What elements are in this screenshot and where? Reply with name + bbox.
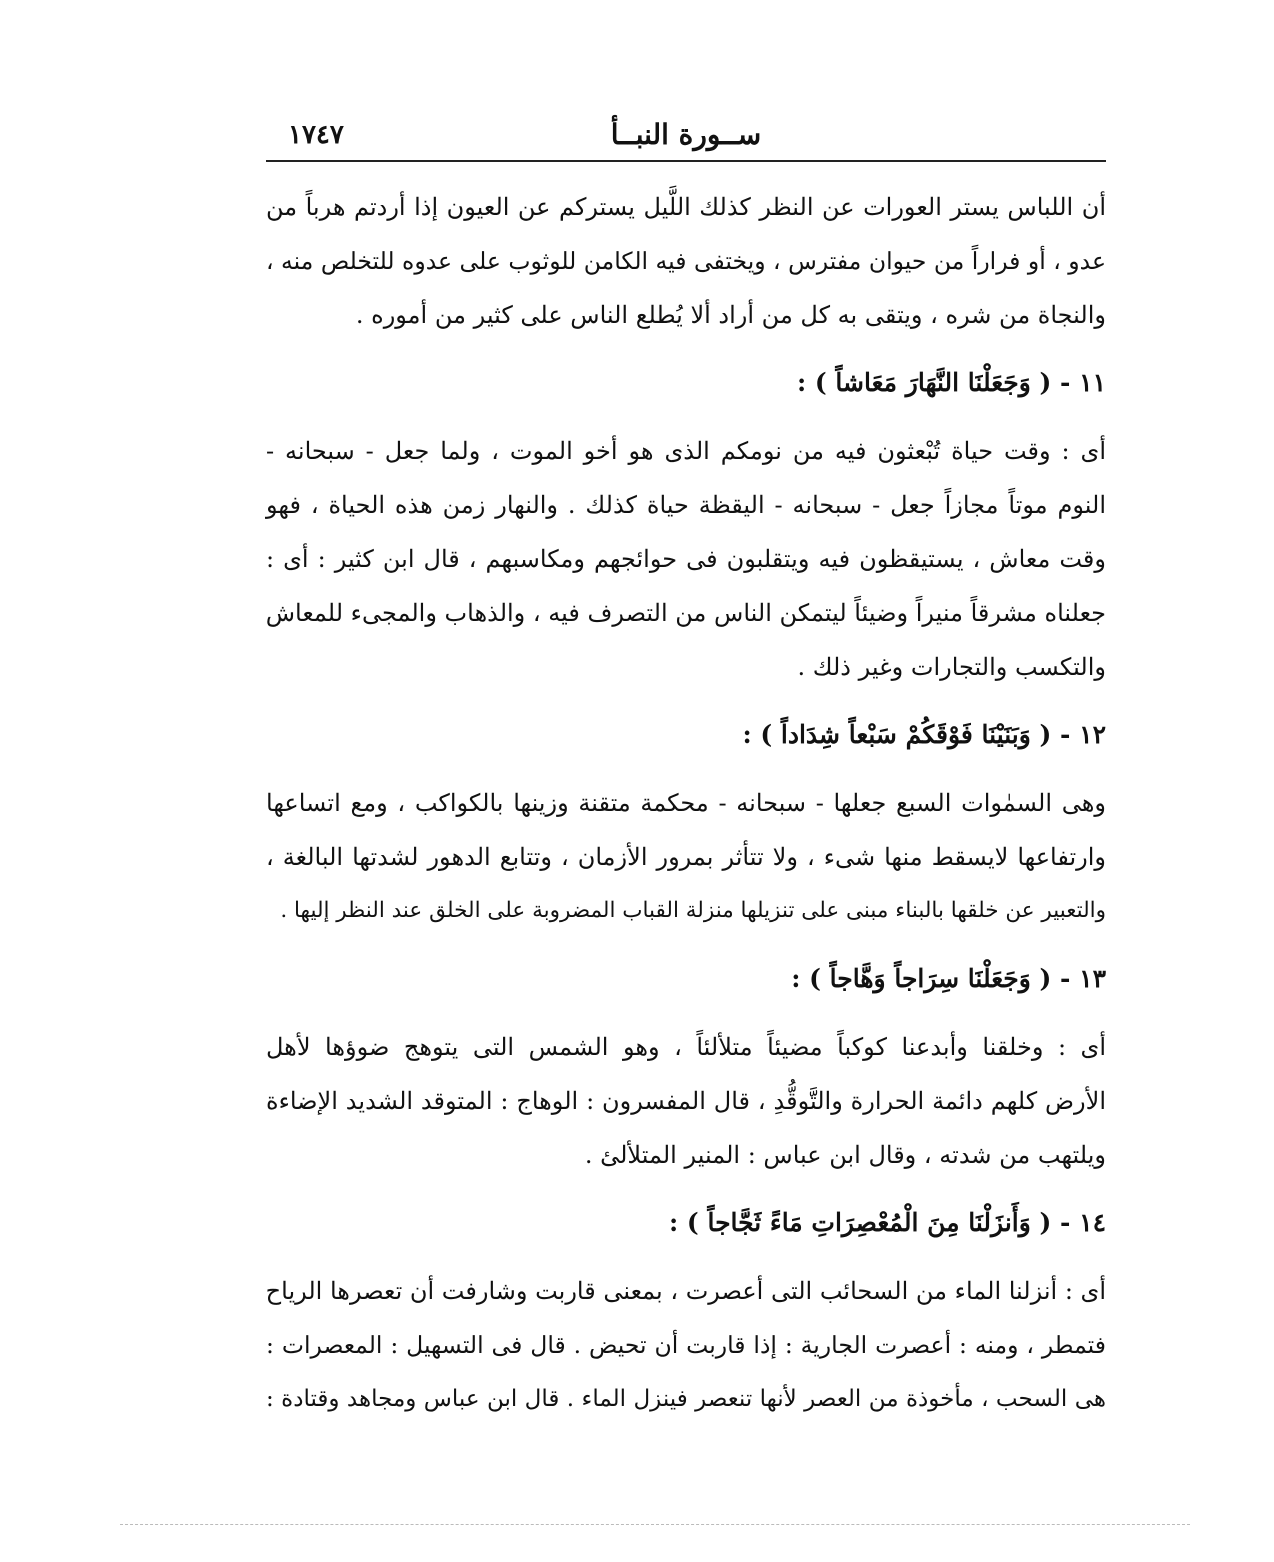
text-line: النوم موتاً مجازاً جعل - سبحانه - اليقظة حياة كذلك . والنهار زمن هذه الحياة ، فهو — [266, 491, 1106, 519]
text-line: فتمطر ، ومنه : أعصرت الجارية : إذا قاربت أن تحيض . قال فى التسهيل : المعصرات : — [266, 1331, 1106, 1359]
verse-heading-14: ١٤ - ( وَأَنزَلْنَا مِنَ الْمُعْصِرَاتِ مَاءً ثَجَّاجاً ) : — [668, 1208, 1106, 1237]
page-number: ١٧٤٧ — [288, 120, 344, 150]
paragraph-continuation — [266, 180, 1106, 342]
text-line: وقت معاش ، يستيقظون فيه ويتقلبون فى حوائجهم ومكاسبهم ، قال ابن كثير : أى : — [266, 545, 1106, 573]
text-line: والنجاة من شره ، ويتقى به كل من أراد ألا يُطلع الناس على كثير من أموره . — [355, 301, 1106, 329]
verse-heading-12: ١٢ - ( وَبَنَيْنَا فَوْقَكُمْ سَبْعاً شِدَاداً ) : — [742, 720, 1106, 749]
text-line: أى : أنزلنا الماء من السحائب التى أعصرت ، بمعنى قاربت وشارفت أن تعصرها الرياح — [265, 1277, 1106, 1305]
text-line: جعلناه مشرقاً منيراً وضيئاً ليتمكن الناس من التصرف فيه ، والذهاب والمجىء للمعاش — [265, 599, 1106, 627]
surah-title: ســورة النبــأ — [610, 118, 762, 151]
header-divider — [266, 160, 1106, 162]
text-line: الأرض كلهم دائمة الحرارة والتَّوقُّدِ ، قال المفسرون : الوهاج : المتوقد الشديد الإضاءة — [266, 1087, 1106, 1115]
paragraph-verse-13 — [266, 1020, 1106, 1182]
text-line: أى : وقت حياة تُبْعثون فيه من نومكم الذى هو أخو الموت ، ولما جعل - سبحانه - — [266, 437, 1106, 465]
text-line: وهى السمٰوات السبع جعلها - سبحانه - محكمة متقنة وزينها بالكواكب ، ومع اتساعها — [266, 789, 1106, 817]
text-line: هى السحب ، مأخوذة من العصر لأنها تنعصر فينزل الماء . قال ابن عباس ومجاهد وقتادة : — [266, 1386, 1106, 1412]
verse-heading-13: ١٣ - ( وَجَعَلْنَا سِرَاجاً وَهَّاجاً ) : — [791, 964, 1106, 993]
text-line: ويلتهب من شدته ، وقال ابن عباس : المنير المتلألئ . — [584, 1141, 1106, 1169]
text-line: والتكسب والتجارات وغير ذلك . — [797, 653, 1106, 681]
text-line: أن اللباس يستر العورات عن النظر كذلك اللَّيل يستركم عن العيون إذا أردتم هرباً من — [266, 193, 1106, 221]
paragraph-verse-11 — [266, 424, 1106, 694]
text-line: والتعبير عن خلقها بالبناء مبنى على تنزيلها منزلة القباب المضروبة على الخلق عند النظر إليها . — [280, 898, 1106, 923]
footer-divider — [120, 1524, 1190, 1526]
page-body — [266, 180, 1106, 1426]
paragraph-verse-12 — [266, 776, 1106, 938]
text-line: أى : وخلقنا وأبدعنا كوكباً مضيئاً متلألئاً ، وهو الشمس التى يتوهج ضوؤها لأهل — [266, 1033, 1106, 1061]
verse-heading-11: ١١ - ( وَجَعَلْنَا النَّهَارَ مَعَاشاً ) : — [796, 368, 1106, 397]
page-header — [266, 118, 1106, 162]
text-line: وارتفاعها لايسقط منها شىء ، ولا تتأثر بمرور الأزمان ، وتتابع الدهور لشدتها البالغة ، — [266, 843, 1106, 871]
paragraph-verse-14 — [266, 1264, 1106, 1426]
text-line: عدو ، أو فراراً من حيوان مفترس ، ويختفى فيه الكامن للوثوب على عدوه للتخلص منه ، — [266, 247, 1106, 275]
